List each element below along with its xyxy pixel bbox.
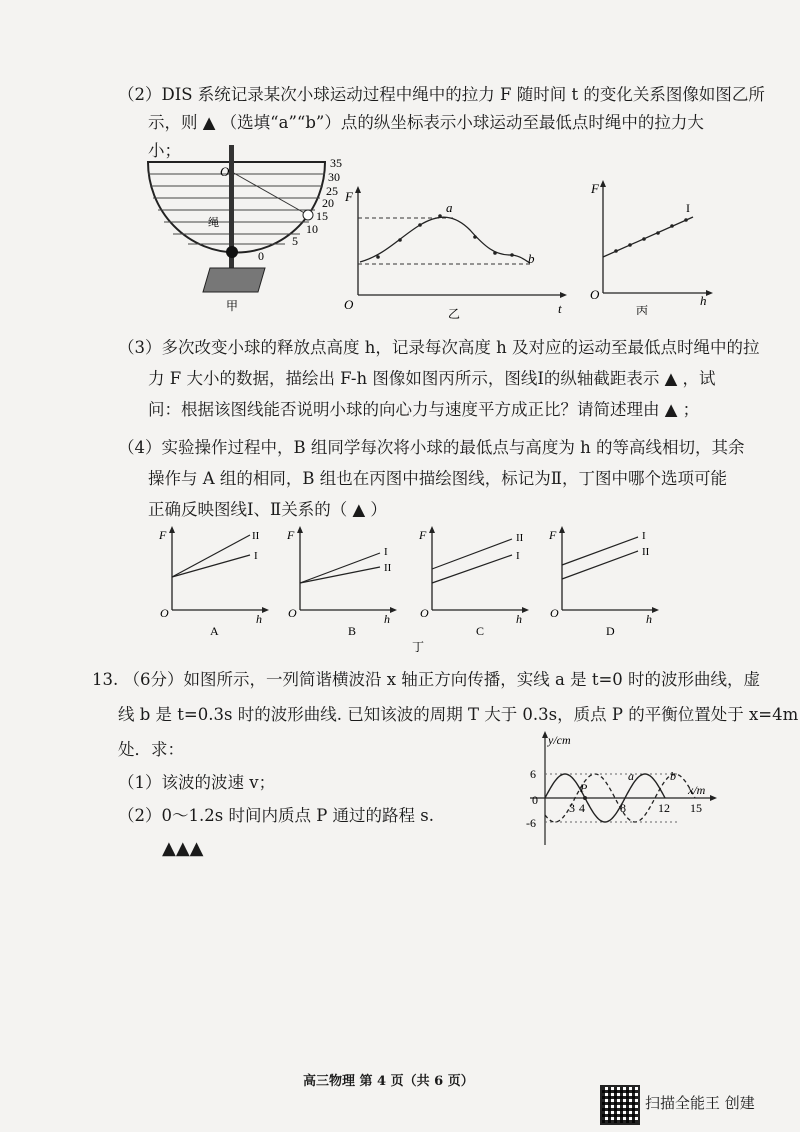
svg-text:II: II (642, 546, 650, 558)
svg-text:F: F (159, 528, 167, 542)
svg-text:-6: -6 (526, 816, 536, 830)
svg-text:F: F (591, 181, 599, 196)
page-footer: 高三物理 第 4 页（共 6 页） (303, 1074, 474, 1089)
svg-text:I: I (384, 546, 388, 558)
figure-jia (140, 140, 360, 315)
svg-text:O: O (550, 606, 559, 620)
svg-text:a: a (628, 769, 634, 783)
caption-ding: 丁 (412, 640, 425, 654)
q13-answer: ▲▲▲ (162, 838, 204, 859)
svg-text:O: O (344, 297, 354, 312)
qr-code-icon (600, 1085, 640, 1125)
scale-0: 0 (258, 249, 264, 263)
svg-text:F: F (287, 528, 295, 542)
q13-line1: 13. （6分）如图所示，一列简谐横波沿 x 轴正方向传播，实线 a 是 t=0 时的波形曲线，虚 (92, 670, 761, 689)
svg-text:F: F (345, 189, 353, 204)
svg-text:P: P (580, 781, 588, 795)
svg-text:C: C (476, 624, 485, 638)
q13-sub2: （2）0～1.2s 时间内质点 P 通过的路程 s. (118, 806, 434, 825)
svg-text:乙: 乙 (448, 307, 461, 320)
svg-text:A: A (210, 624, 219, 638)
base (203, 268, 265, 292)
q13-line2: 线 b 是 t=0.3s 时的波形曲线. 已知该波的周期 T 大于 0.3s，质点 P 的平衡位置处于 x=4m (118, 705, 799, 724)
svg-text:15: 15 (690, 801, 702, 815)
scale-15: 15 (316, 209, 328, 223)
caption-jia: 甲 (226, 299, 239, 313)
point-P (583, 796, 587, 800)
svg-text:x/m: x/m (688, 783, 706, 797)
svg-text:II: II (252, 530, 260, 542)
svg-text:h: h (700, 293, 707, 308)
svg-text:F: F (419, 528, 427, 542)
svg-text:t: t (558, 301, 562, 316)
figure-bing (588, 175, 718, 315)
q4-line2: 操作与 A 组的相同，B 组也在丙图中描绘图线，标记为Ⅱ，丁图中哪个选项可能 (148, 469, 727, 488)
svg-text:D: D (606, 624, 615, 638)
svg-text:y/cm: y/cm (548, 733, 571, 747)
scale-10: 10 (306, 222, 318, 236)
q2-line3: 小； (148, 141, 181, 160)
svg-text:F: F (549, 528, 557, 542)
bowl-outline (148, 162, 325, 252)
svg-text:h: h (646, 612, 652, 626)
scale-25: 25 (326, 184, 338, 198)
svg-text:丙: 丙 (636, 304, 649, 315)
option-D (548, 526, 659, 638)
svg-text:0: 0 (532, 793, 538, 807)
label-O: O (220, 164, 230, 179)
q4-line3: 正确反映图线Ⅰ、Ⅱ关系的（ ▲ ） (148, 500, 387, 519)
svg-text:II: II (384, 562, 392, 574)
label-rope: 绳 (208, 217, 219, 229)
point-b-label: b (528, 251, 535, 266)
curve-F-t (360, 217, 530, 263)
q3-line2: 力 F 大小的数据，描绘出 F-h 图像如图丙所示，图线Ⅰ的纵轴截距表示 ▲ ，试 (148, 369, 716, 388)
svg-text:3: 3 (569, 801, 575, 815)
figure-yi (340, 185, 570, 320)
svg-text:4: 4 (579, 801, 585, 815)
svg-text:I: I (254, 550, 258, 562)
scale-5: 5 (292, 234, 298, 248)
svg-text:8: 8 (620, 801, 626, 815)
q4-line1: （4）实验操作过程中，B 组同学每次将小球的最低点与高度为 h 的等高线相切，其余 (118, 438, 745, 457)
svg-text:12: 12 (658, 801, 670, 815)
svg-text:O: O (160, 606, 169, 620)
svg-text:h: h (256, 612, 262, 626)
svg-text:b: b (670, 769, 676, 783)
svg-text:h: h (516, 612, 522, 626)
q3-line3: 问：根据该图线能否说明小球的向心力与速度平方成正比？请简述理由 ▲ ； (148, 400, 700, 419)
q2-line1: （2）DIS 系统记录某次小球运动过程中绳中的拉力 F 随时间 t 的变化关系图像如图乙所 (118, 85, 765, 104)
svg-text:O: O (590, 287, 600, 302)
figure-wave (520, 730, 720, 850)
point-a-label: a (446, 200, 453, 215)
figure-ding (150, 525, 690, 655)
scale-30: 30 (328, 170, 340, 184)
q13-line3: 处．求： (118, 740, 184, 759)
q3-line1: （3）多次改变小球的释放点高度 h，记录每次高度 h 及对应的运动至最低点时绳中的拉 (118, 338, 760, 357)
svg-text:I: I (686, 201, 690, 215)
option-A (158, 526, 269, 638)
q13-sub1: （1）该波的波速 v； (118, 773, 276, 792)
scale-20: 20 (322, 196, 334, 210)
scale-35: 35 (330, 156, 342, 170)
option-B (286, 526, 397, 638)
ball-lowest (226, 246, 238, 258)
svg-text:6: 6 (530, 767, 536, 781)
svg-text:II: II (516, 532, 524, 544)
svg-text:B: B (348, 624, 357, 638)
scanner-brand: 扫描全能王 创建 (645, 1094, 755, 1112)
string-released (232, 172, 308, 215)
option-C (418, 526, 529, 638)
svg-text:I: I (516, 550, 520, 562)
q2-line2: 示，则 ▲ （选填“a”“b”）点的纵坐标表示小球运动至最低点时绳中的拉力大 (148, 113, 704, 132)
height-lines (148, 174, 325, 244)
ball-released (303, 210, 313, 220)
svg-text:I: I (642, 530, 646, 542)
svg-text:O: O (420, 606, 429, 620)
svg-text:h: h (384, 612, 390, 626)
svg-text:O: O (288, 606, 297, 620)
